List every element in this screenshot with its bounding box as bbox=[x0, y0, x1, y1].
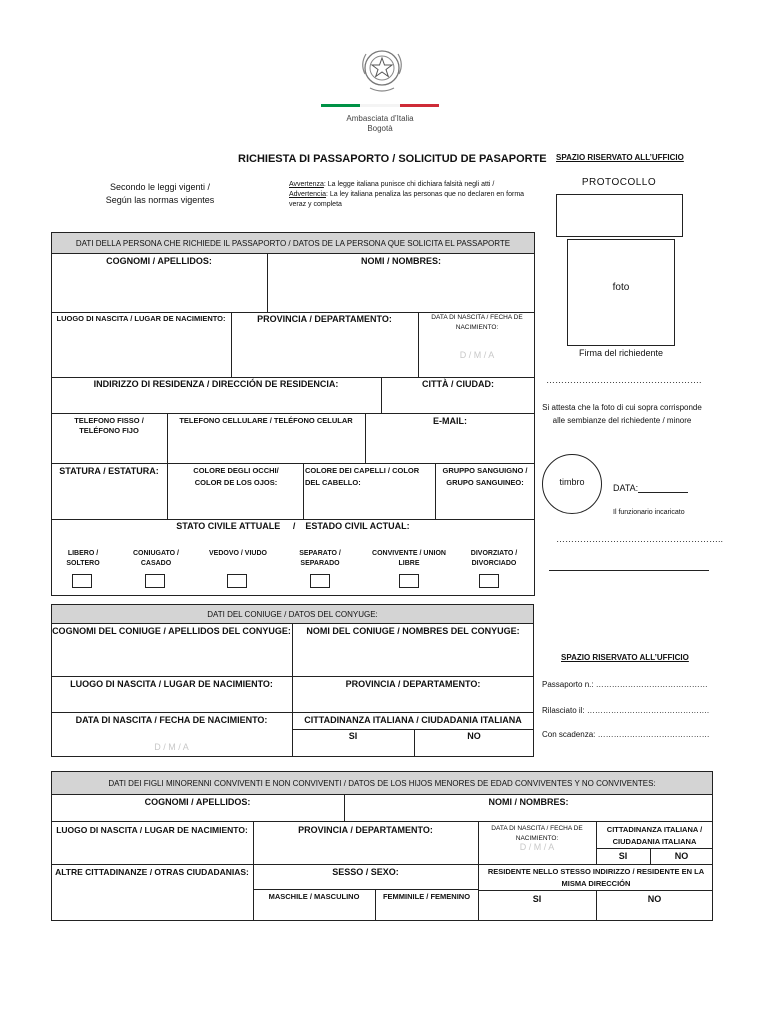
checkbox-convivente[interactable] bbox=[399, 574, 419, 588]
office-title: SPAZIO RISERVATO ALL’UFFICIO bbox=[556, 153, 684, 162]
children-sesso-label: SESSO / SEXO: bbox=[332, 867, 399, 877]
children-si-option[interactable]: SI bbox=[618, 851, 628, 861]
office2-title: SPAZIO RISERVATO ALL’UFFICIO bbox=[561, 653, 689, 662]
stato-vedovo: VEDOVO / VIUDO bbox=[209, 550, 267, 557]
flag-red bbox=[400, 104, 439, 107]
children-cognomi-field[interactable]: COGNOMI / APELLIDOS: bbox=[144, 797, 251, 807]
indirizzo-field[interactable]: INDIRIZZO DI RESIDENZA / DIRECCIÓN DE RESIDENCIA: bbox=[93, 379, 339, 389]
children-residente-label: RESIDENTE NELLO STESSO INDIRIZZO / RESIDENTE EN LA MISMA DIRECCIÓN bbox=[487, 867, 705, 888]
row-line bbox=[51, 519, 535, 520]
statura-field[interactable]: STATURA / ESTATURA: bbox=[59, 466, 159, 476]
spouse-luogo-field[interactable]: LUOGO DI NASCITA / LUGAR DE NACIMIENTO: bbox=[70, 679, 273, 689]
avvertenza bbox=[289, 180, 525, 210]
children-data-placeholder: D / M / A bbox=[519, 842, 555, 852]
secondo-le-leggi bbox=[100, 181, 220, 207]
avvertenza-text: : La legge italiana punisce chi dichiara falsità negli atti / bbox=[323, 181, 495, 188]
col-line bbox=[167, 463, 168, 519]
row-line bbox=[51, 864, 713, 865]
row-line bbox=[51, 413, 535, 414]
stato-civile-label bbox=[51, 521, 535, 532]
email-field[interactable]: E-MAIL: bbox=[433, 416, 467, 426]
col-line bbox=[435, 463, 436, 519]
gruppo-field[interactable]: GRUPPO SANGUIGNO / GRUPO SANGUINEO: bbox=[442, 466, 528, 487]
stato-coniugato: CONIUGATO / CASADO bbox=[132, 550, 180, 567]
stato-divorziato: DIVORZIATO / DIVORCIADO bbox=[470, 550, 518, 567]
person-section-header: DATI DELLA PERSONA CHE RICHIEDE IL PASSAPORTO / DATOS DE LA PERSONA QUE SOLICITA EL PASSAPORTE bbox=[51, 232, 535, 254]
stato-convivente: CONVIVENTE / UNION LIBRE bbox=[372, 550, 446, 567]
spouse-nomi-field[interactable]: NOMI DEL CONIUGE / NOMBRES DEL CONYUGE: bbox=[306, 626, 520, 636]
row-line bbox=[51, 821, 713, 822]
provincia-field[interactable]: PROVINCIA / DEPARTAMENTO: bbox=[257, 314, 392, 324]
attesta-text: Si attesta che la foto di cui sopra corrisponde alle sembianze del richiedente / minore bbox=[542, 403, 702, 425]
spouse-provincia-field[interactable]: PROVINCIA / DEPARTAMENTO: bbox=[345, 679, 481, 689]
checkbox-coniugato[interactable] bbox=[145, 574, 165, 588]
spouse-no-option[interactable]: NO bbox=[467, 731, 481, 741]
children-altre-field[interactable]: ALTRE CITTADINANZE / OTRAS CIUDADANIAS: bbox=[55, 867, 249, 877]
data-label: DATA: bbox=[613, 483, 639, 493]
passaporto-field[interactable]: Passaporto n.: …………………………………… bbox=[542, 680, 708, 689]
secondo-line1: Secondo le leggi vigenti / bbox=[109, 182, 211, 192]
children-luogo-field[interactable]: LUOGO DI NASCITA / LUGAR DE NACIMIENTO: bbox=[56, 825, 248, 835]
italian-flag-bar bbox=[321, 104, 439, 107]
protocollo-label: PROTOCOLLO bbox=[581, 177, 657, 188]
checkbox-separato[interactable] bbox=[310, 574, 330, 588]
flag-green bbox=[321, 104, 360, 107]
stato-separato: SEPARATO / SEPARADO bbox=[299, 550, 341, 567]
col-line bbox=[167, 413, 168, 463]
office-separator bbox=[549, 570, 709, 571]
flag-white bbox=[360, 104, 399, 107]
scadenza-field[interactable]: Con scadenza: …………………………………… bbox=[542, 730, 710, 739]
advertencia-label: Advertencia bbox=[289, 191, 326, 198]
spouse-cittadinanza-label: CITTADINANZA ITALIANA / CIUDADANIA ITALIANA bbox=[304, 715, 522, 725]
stato-civile-sep: / bbox=[292, 521, 296, 531]
children-maschile-option[interactable]: MASCHILE / MASCULINO bbox=[268, 892, 360, 901]
data-line bbox=[638, 492, 688, 493]
row-line bbox=[51, 463, 535, 464]
checkbox-libero[interactable] bbox=[72, 574, 92, 588]
emblem-icon bbox=[356, 44, 408, 94]
protocollo-box[interactable] bbox=[556, 194, 683, 237]
col-line bbox=[303, 463, 304, 519]
capelli-field[interactable]: COLORE DEI CAPELLI / COLOR DEL CABELLO: bbox=[305, 466, 420, 487]
stato-civile-es: ESTADO CIVIL ACTUAL: bbox=[305, 521, 410, 531]
children-section-header: DATI DEI FIGLI MINORENNI CONVIVENTI E NON CONVIVENTI / DATOS DE LOS HIJOS MENORES DE EDAD CONVIVENTES Y NO CONVIVENTES: bbox=[51, 771, 713, 795]
row-line bbox=[292, 729, 534, 730]
nomi-field[interactable]: NOMI / NOMBRES: bbox=[361, 256, 441, 266]
embassy-city: Bogotà bbox=[367, 124, 393, 133]
row-line bbox=[51, 377, 535, 378]
col-line bbox=[418, 312, 419, 377]
firma-label: Firma del richiedente bbox=[578, 348, 664, 358]
children-provincia-field[interactable]: PROVINCIA / DEPARTAMENTO: bbox=[298, 825, 433, 835]
page-title: RICHIESTA DI PASSAPORTO / SOLICITUD DE PASAPORTE bbox=[238, 153, 547, 165]
children-femminile-option[interactable]: FEMMINILE / FEMENINO bbox=[382, 892, 471, 901]
data-nascita-placeholder: D / M / A bbox=[459, 350, 495, 360]
avvertenza-label: Avvertenza bbox=[289, 181, 324, 188]
funzionario-dots: ……………………………………………….. bbox=[556, 534, 724, 544]
funzionario-label: Il funzionario incaricato bbox=[613, 509, 685, 516]
spouse-data-field[interactable]: DATA DI NASCITA / FECHA DE NACIMIENTO: bbox=[75, 715, 268, 725]
children-res-no-option[interactable]: NO bbox=[647, 894, 662, 904]
occhi-field[interactable]: COLORE DEGLI OCCHI/ COLOR DE LOS OJOS: bbox=[193, 466, 279, 487]
embassy-name: Ambasciata d’Italia bbox=[346, 114, 414, 123]
data-nascita-field[interactable]: DATA DI NASCITA / FECHA DE NACIMIENTO: bbox=[431, 314, 523, 331]
secondo-line2: Según las normas vigentes bbox=[105, 195, 215, 205]
children-nomi-field[interactable]: NOMI / NOMBRES: bbox=[488, 797, 569, 807]
cognomi-field[interactable]: COGNOMI / APELLIDOS: bbox=[106, 256, 212, 266]
luogo-field[interactable]: LUOGO DI NASCITA / LUGAR DE NACIMIENTO: bbox=[56, 314, 226, 323]
row-line bbox=[253, 889, 478, 890]
children-no-option[interactable]: NO bbox=[674, 851, 689, 861]
spouse-cognomi-field[interactable]: COGNOMI DEL CONIUGE / APELLIDOS DEL CONYUGE: bbox=[52, 626, 291, 636]
citta-field[interactable]: CITTÀ / CIUDAD: bbox=[422, 379, 494, 389]
stato-civile-it: STATO CIVILE ATTUALE bbox=[176, 521, 281, 531]
children-res-si-option[interactable]: SI bbox=[532, 894, 542, 904]
rilasciato-field[interactable]: Rilasciato il: ………………………………………. bbox=[542, 706, 710, 715]
row-line bbox=[596, 848, 713, 849]
advertencia-text: : La ley italiana penaliza las personas que no declaren en forma veraz y completa bbox=[289, 191, 525, 208]
spouse-data-placeholder: D / M / A bbox=[154, 742, 189, 752]
tel-fisso-field[interactable]: TELEFONO FISSO / TELÉFONO FIJO bbox=[74, 416, 144, 435]
checkbox-vedovo[interactable] bbox=[227, 574, 247, 588]
spouse-si-option[interactable]: SI bbox=[348, 731, 358, 741]
spouse-section-header: DATI DEL CONIUGE / DATOS DEL CONYUGE: bbox=[51, 604, 534, 624]
stamp-label: timbro bbox=[559, 477, 585, 487]
checkbox-divorziato[interactable] bbox=[479, 574, 499, 588]
col-line bbox=[478, 821, 479, 921]
firma-dots: ……………………………………………. bbox=[546, 375, 702, 385]
children-cittadinanza-label: CITTADINANZA ITALIANA / CIUDADANIA ITALIANA bbox=[606, 825, 703, 846]
tel-cell-field[interactable]: TELEFONO CELLULARE / TELÉFONO CELULAR bbox=[179, 416, 353, 425]
stato-libero: LIBERO / SOLTERO bbox=[66, 550, 100, 567]
children-data-field[interactable]: DATA DI NASCITA / FECHA DE NACIMIENTO: bbox=[491, 825, 583, 842]
photo-label: foto bbox=[612, 282, 630, 293]
